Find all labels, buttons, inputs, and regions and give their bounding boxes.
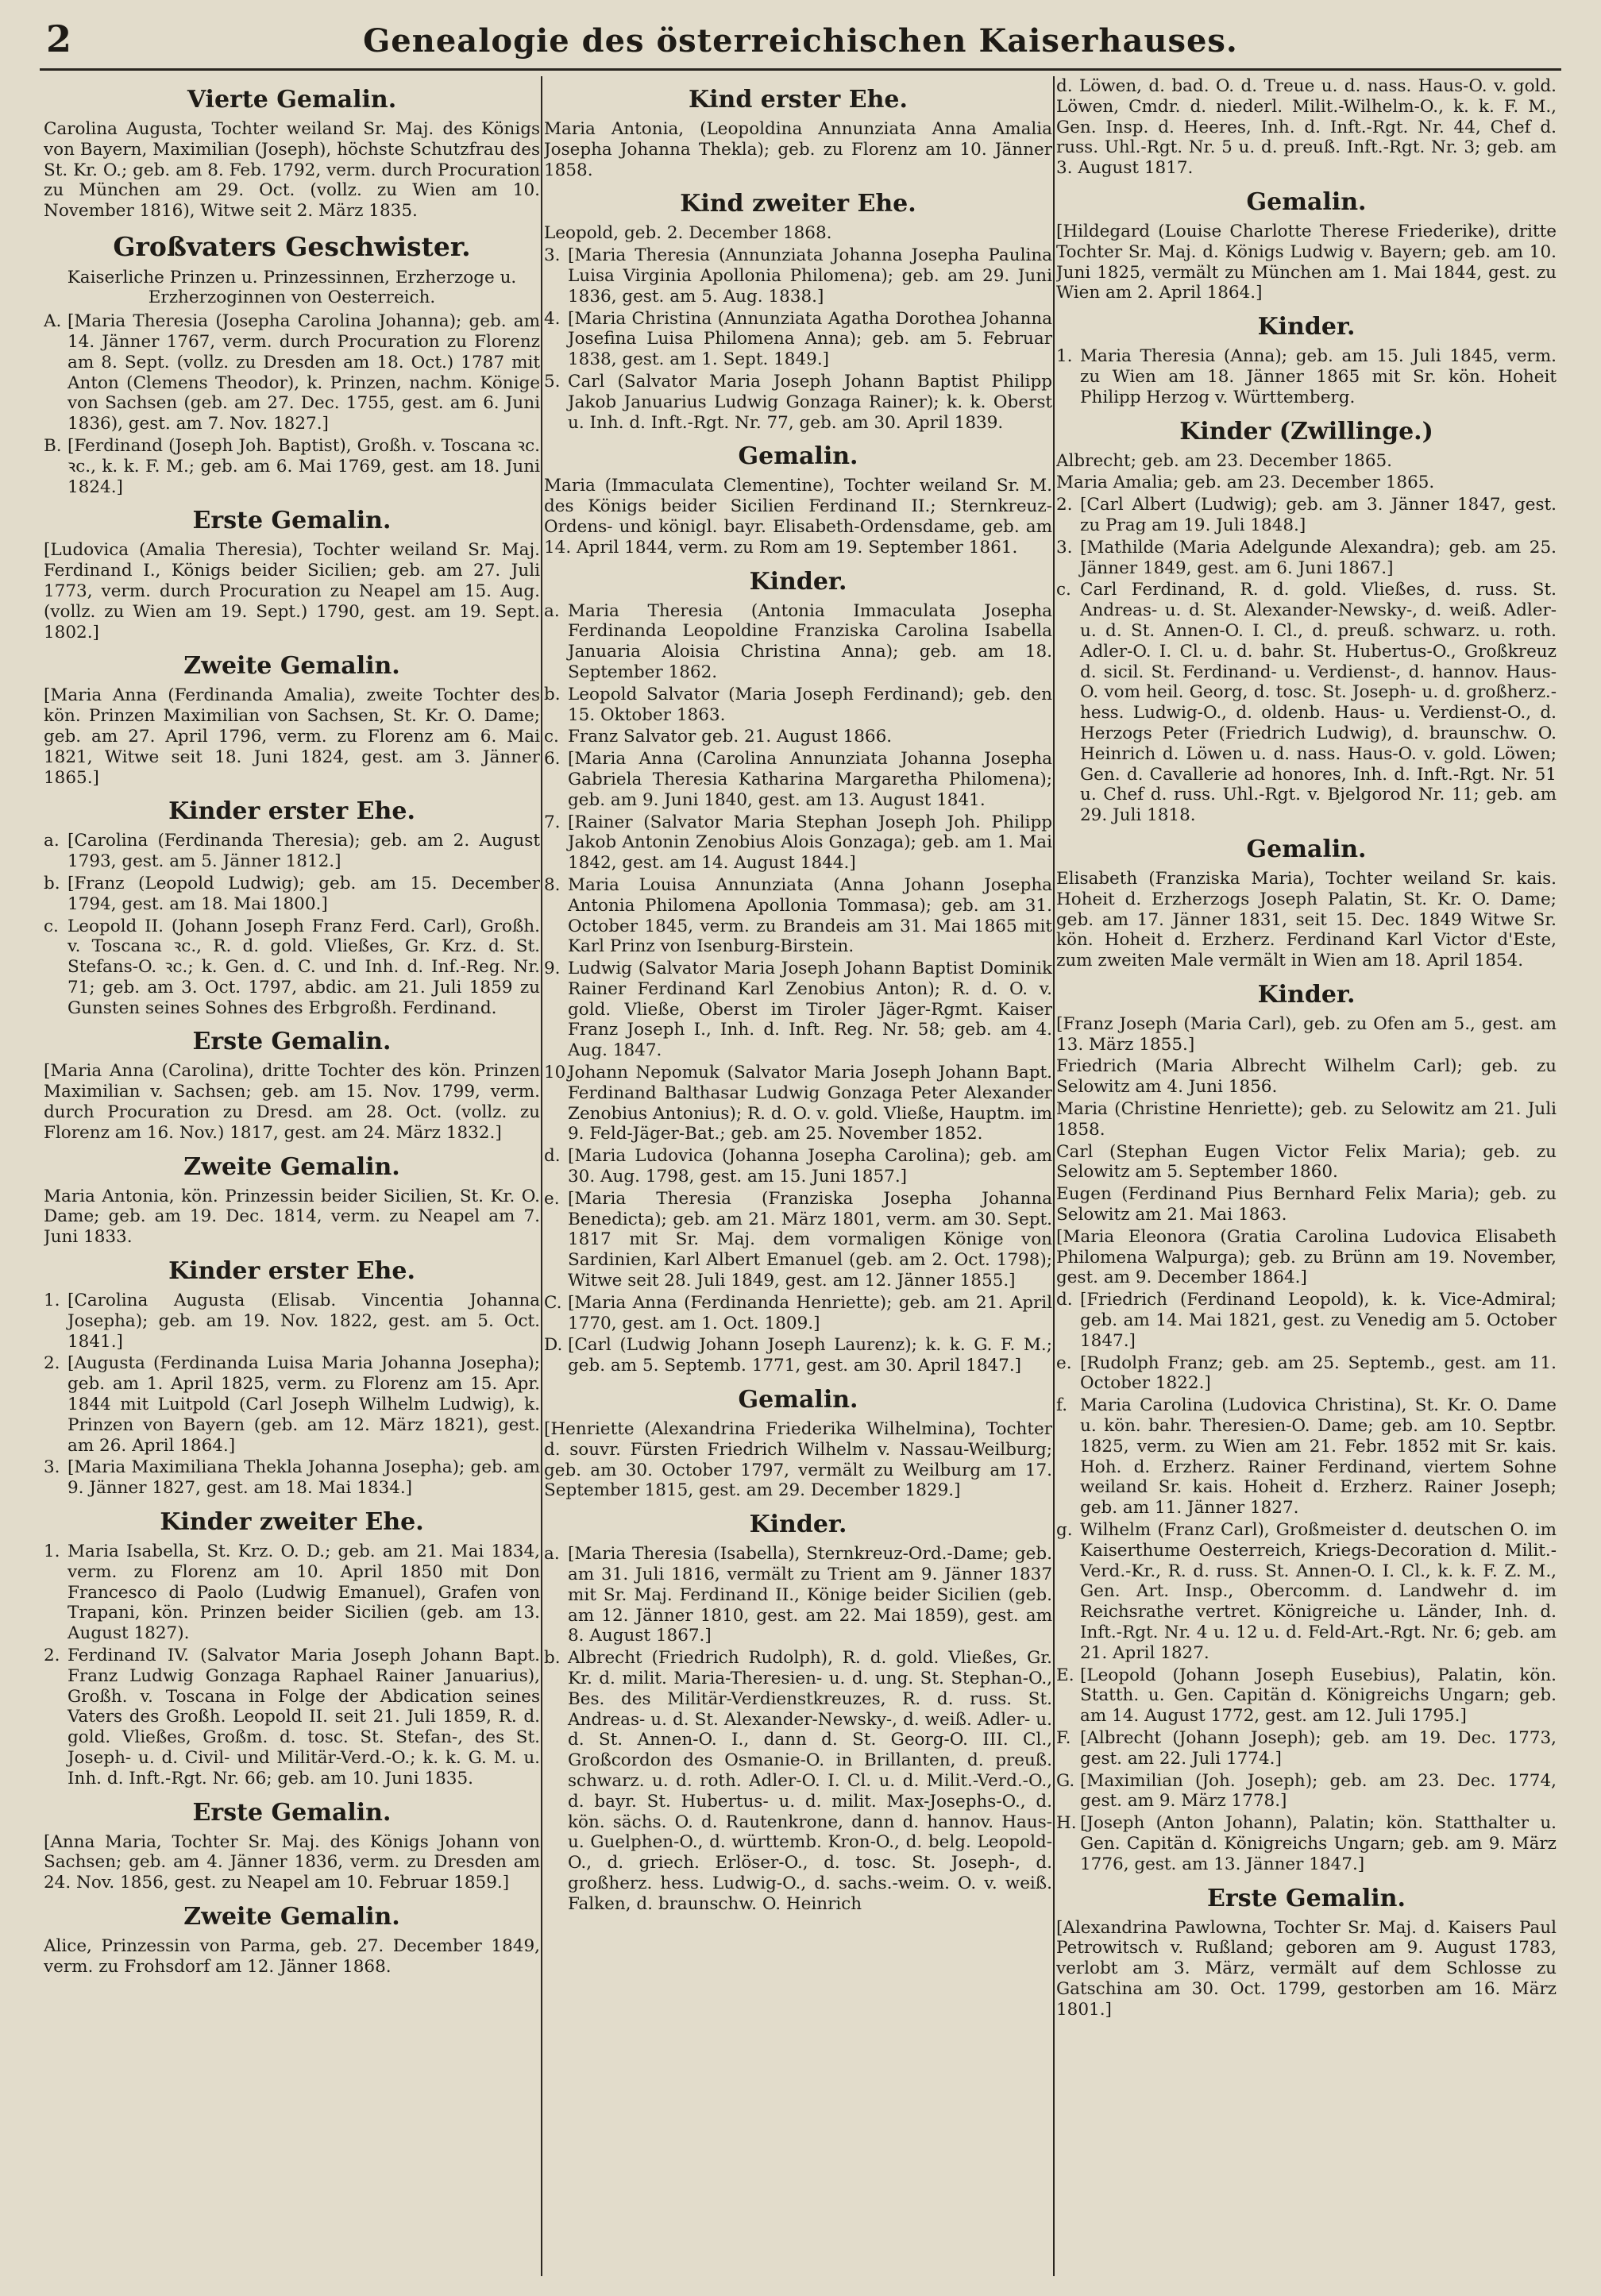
section-heading: Kinder. bbox=[749, 567, 847, 596]
genealogy-entry bbox=[1056, 1520, 1557, 1664]
section-heading: Kinder (Zwillinge.) bbox=[1179, 417, 1433, 446]
entry-label: A. bbox=[44, 311, 62, 332]
entry-text: [Mathilde (Maria Adelgunde Alexandra); geb. am 25. Jänner 1849, gest. am 6. Juni 1867.] bbox=[1080, 537, 1557, 578]
genealogy-entry bbox=[544, 959, 1052, 1061]
genealogy-entry bbox=[544, 812, 1052, 874]
genealogy-entry bbox=[44, 1291, 540, 1352]
column-left bbox=[44, 76, 540, 2280]
column-divider-2 bbox=[1053, 76, 1055, 2276]
entry-text: [Maria Maximiliana Thekla Johanna Josepha); geb. am 9. Jänner 1827, gest. am 18. Mai 1834.] bbox=[68, 1457, 540, 1499]
entry-label: F. bbox=[1056, 1727, 1071, 1748]
entry-text: [Carolina Augusta (Elisab. Vincentia Johanna Josepha); geb. am 19. Nov. 1822, gest. am 5. Oct. 1841.] bbox=[68, 1291, 540, 1352]
section-heading: Gemalin. bbox=[738, 442, 858, 471]
section-heading: Kinder erster Ehe. bbox=[168, 1257, 415, 1286]
entry-label: G. bbox=[1056, 1770, 1075, 1791]
entry-text: [Maximilian (Joh. Joseph); geb. am 23. Dec. 1774, gest. am 9. März 1778.] bbox=[1080, 1770, 1557, 1812]
genealogy-entry bbox=[44, 1646, 540, 1789]
entry-text: [Maria Theresia (Isabella), Sternkreuz-Ord.-Dame; geb. am 31. Juli 1816, vermält zu Trient am 9. Jänner 1837 mit Sr. Maj. Ferdinand II., Könige beider Sicilien (geb. am 12. Jänner 1810, gest. am 22. Mai 1859), gest. am 8. August 1867.] bbox=[568, 1544, 1052, 1646]
entry-label: 3. bbox=[544, 245, 561, 266]
paragraph: Eugen (Ferdinand Pius Bernhard Felix Maria); geb. zu Selowitz am 21. Mai 1863. bbox=[1056, 1184, 1557, 1225]
entry-label: 8. bbox=[544, 874, 561, 895]
genealogy-entry bbox=[1056, 1395, 1557, 1518]
entry-text: [Maria Anna (Ferdinanda Henriette); geb. am 21. April 1770, gest. am 1. Oct. 1809.] bbox=[568, 1292, 1052, 1333]
entry-label: d. bbox=[1056, 1290, 1073, 1310]
entry-label: 6. bbox=[544, 749, 561, 770]
entry-label: c. bbox=[544, 727, 559, 747]
entry-label: E. bbox=[1056, 1665, 1074, 1685]
entry-label: 9. bbox=[544, 959, 561, 979]
genealogy-entry bbox=[1056, 495, 1557, 536]
genealogy-entry bbox=[44, 1542, 540, 1644]
entry-text: Maria Isabella, St. Krz. O. D.; geb. am 21. Mai 1834, verm. zu Florenz am 10. April 1850 mit Don Francesco di Paolo (Ludwig Emanuel), Grafen von Trapani, kön. Prinzen beider Sicilien (geb. am 13. August 1827). bbox=[68, 1542, 540, 1644]
entry-text: [Augusta (Ferdinanda Luisa Maria Johanna Josepha); geb. am 1. April 1825, verm. zu Florenz am 15. Apr. 1844 mit Luitpold (Carl Joseph Wilhelm Ludwig), k. Prinzen von Bayern (geb. am 12. März 1821), gest. am 26. April 1864.] bbox=[68, 1353, 540, 1456]
entry-text: [Friedrich (Ferdinand Leopold), k. k. Vice-Admiral; geb. am 14. Mai 1821, gest. zu Venedig am 5. October 1847.] bbox=[1080, 1290, 1557, 1351]
entry-text: [Maria Ludovica (Johanna Josepha Carolina); geb. am 30. Aug. 1798, gest. am 15. Juni 1857.] bbox=[568, 1146, 1052, 1187]
entry-label: 1. bbox=[1056, 346, 1073, 367]
genealogy-entry bbox=[44, 1353, 540, 1456]
entry-text: Maria Louisa Annunziata (Anna Johann Josepha Antonia Philomena Apollonia Tommasa); geb. am 31. October 1845, verm. zu Brandeis am 31. Mai 1865 mit Karl Prinz von Isenburg-Birstein. bbox=[568, 874, 1052, 957]
entry-label: 3. bbox=[44, 1457, 60, 1478]
entry-text: [Maria Christina (Annunziata Agatha Dorothea Johanna Josefina Luisa Philomena Anna); geb. am 5. Februar 1838, gest. am 1. Sept. 1849.] bbox=[568, 308, 1052, 370]
paragraph: [Maria Anna (Ferdinanda Amalia), zweite Tochter des kön. Prinzen Maximilian von Sachsen, St. Kr. O. Dame; geb. am 27. April 1796, verm. zu Florenz am 6. Mai 1821, Witwe seit 18. Juni 1824, gest. am 3. Jänner 1865.] bbox=[44, 685, 540, 788]
entry-label: c. bbox=[44, 916, 59, 936]
page-title: Genealogie des österreichischen Kaiserhauses. bbox=[363, 22, 1238, 60]
section-heading: Kinder. bbox=[1257, 980, 1356, 1009]
subtitle: Kaiserliche Prinzen u. Prinzessinnen, Erzherzoge u. Erzherzoginnen von Oesterreich. bbox=[67, 267, 517, 308]
paragraph: Alice, Prinzessin von Parma, geb. 27. December 1849, verm. zu Frohsdorf am 12. Jänner 1868. bbox=[44, 1935, 540, 1977]
section-heading: Erste Gemalin. bbox=[192, 1028, 392, 1056]
header-rule bbox=[40, 68, 1561, 71]
entry-text: Ludwig (Salvator Maria Joseph Johann Baptist Dominik Rainer Ferdinand Karl Zenobius Anton); R. d. O. v. gold. Vließe, Oberst im Tiroler Jäger-Rgmt. Kaiser Franz Joseph I., Inh. d. Inft. Reg. Nr. 58; geb. am 4. Aug. 1847. bbox=[568, 959, 1052, 1061]
entry-label: 1. bbox=[44, 1542, 60, 1562]
genealogy-entry bbox=[544, 727, 1052, 747]
section-heading: Kinder. bbox=[749, 1511, 847, 1539]
entry-label: 2. bbox=[44, 1646, 60, 1666]
genealogy-entry bbox=[44, 874, 540, 915]
paragraph: Maria (Immaculata Clementine), Tochter weiland Sr. M. des Königs beider Sicilien Ferdinand II.; Sternkreuz-Ordens- und königl. bayr. Elisabeth-Ordensdame, geb. am 14. April 1844, verm. zu Rom am 19. September 1861. bbox=[544, 476, 1052, 558]
section-heading: Zweite Gemalin. bbox=[183, 652, 400, 681]
genealogy-entry bbox=[44, 311, 540, 434]
paragraph: [Maria Eleonora (Gratia Carolina Ludovica Elisabeth Philomena Walpurga); geb. zu Brünn am 19. November, gest. am 9. December 1864.] bbox=[1056, 1226, 1557, 1288]
entry-text: Carl Ferdinand, R. d. gold. Vließes, d. russ. St. Andreas- u. d. St. Alexander-Newsky-, d. weiß. Adler- u. d. St. Annen-O. I. Cl., d. preuß. schwarz. u. roth. Adler-O. I. Cl. u. d. bahr. St. Hubertus-O., Großkreuz d. sicil. St. Ferdinand- u. Verdienst-, d. hannov. Haus-O. vom heil. Georg, d. tosc. St. Joseph- u. d. großherz.-hess. Ludwig-O., d. oldenb. Haus- u. Verdienst-O., d. Herzogs Peter (Friedrich Ludwig), d. braunschw. O. Heinrich d. Löwen u. d. nass. Haus-O. v. gold. Löwen; Gen. d. Cavallerie ad honores, Inh. d. Inft.-Rgt. Nr. 51 u. Chef d. russ. Uhl.-Rgt. v. Bjelgorod Nr. 11; geb. am 29. Juli 1818. bbox=[1080, 580, 1557, 826]
entry-label: c. bbox=[1056, 580, 1071, 600]
entry-label: e. bbox=[1056, 1353, 1072, 1373]
entry-label: a. bbox=[544, 1544, 560, 1565]
genealogy-entry bbox=[44, 1457, 540, 1499]
entry-text: Maria Theresia (Anna); geb. am 15. Juli 1845, verm. zu Wien am 18. Jänner 1865 mit Sr. kön. Hoheit Philipp Herzog v. Württemberg. bbox=[1080, 346, 1557, 407]
entry-label: C. bbox=[544, 1292, 562, 1313]
entry-text: Maria Theresia (Antonia Immaculata Josepha Ferdinanda Leopoldine Franziska Carolina Isabella Januaria Aloisia Christina Anna); geb. am 18. September 1862. bbox=[568, 600, 1052, 682]
section-heading: Vierte Gemalin. bbox=[187, 86, 397, 114]
genealogy-entry bbox=[44, 916, 540, 1019]
entry-text: Leopold Salvator (Maria Joseph Ferdinand); geb. den 15. Oktober 1863. bbox=[568, 684, 1052, 725]
entry-text: [Maria Anna (Carolina Annunziata Johanna Josepha Gabriela Theresia Katharina Margaretha Philomena); geb. am 9. Juni 1840, gest. am 13. August 1841. bbox=[568, 749, 1052, 810]
paragraph: d. Löwen, d. bad. O. d. Treue u. d. nass. Haus-O. v. gold. Löwen, Cmdr. d. niederl. Milit.-Wilhelm-O., k. k. F. M., Gen. Insp. d. Heeres, Inh. d. Inft.-Rgt. Nr. 44, Chef d. russ. Uhl.-Rgt. Nr. 5 u. d. preuß. Inft.-Rgt. Nr. 3; geb. am 3. August 1817. bbox=[1056, 76, 1557, 179]
genealogy-entry bbox=[544, 685, 1052, 726]
entry-text: [Ferdinand (Joseph Joh. Baptist), Großh. v. Toscana ꝛc. ꝛc., k. k. F. M.; geb. am 6. Mai 1769, gest. am 18. Juni 1824.] bbox=[68, 435, 540, 497]
entry-label: d. bbox=[544, 1146, 561, 1167]
entry-text: Maria Carolina (Ludovica Christina), St. Kr. O. Dame u. kön. bahr. Theresien-O. Dame; geb. am 10. Septbr. 1825, verm. zu Wien am 21. Febr. 1852 mit Sr. kais. Hoh. d. Erzherz. Rainer Ferdinand, viertem Sohne weiland Sr. kais. Hoheit d. Erzherz. Rainer Joseph; geb. am 11. Jänner 1827. bbox=[1080, 1395, 1557, 1518]
genealogy-entry bbox=[544, 309, 1052, 370]
entry-text: [Joseph (Anton Johann), Palatin; kön. Statthalter u. Gen. Capitän d. Königreichs Ungarn; geb. am 9. März 1776, gest. am 13. Jänner 1847.] bbox=[1080, 1813, 1557, 1874]
genealogy-entry bbox=[544, 749, 1052, 810]
entry-text: [Leopold (Johann Joseph Eusebius), Palatin, kön. Statth. u. Gen. Capitän d. Königreichs Ungarn; geb. am 14. August 1772, gest. am 12. Juli 1795.] bbox=[1080, 1665, 1557, 1727]
entry-label: b. bbox=[44, 873, 60, 893]
entry-label: g. bbox=[1056, 1520, 1073, 1541]
entry-text: Leopold II. (Johann Joseph Franz Ferd. Carl), Großh. v. Toscana ꝛc., R. d. gold. Vließes, Gr. Krz. d. St. Stefans-O. ꝛc.; k. Gen. d. C. und Inh. d. Inf.-Reg. Nr. 71; geb. am 3. Oct. 1797, abdic. am 21. Juli 1859 zu Gunsten seines Sohnes des Erbgroßh. Ferdinand. bbox=[68, 916, 540, 1018]
genealogy-entry bbox=[544, 875, 1052, 957]
paragraph: [Franz Joseph (Maria Carl), geb. zu Ofen am 5., gest. am 13. März 1855.] bbox=[1056, 1013, 1557, 1055]
section-heading: Kinder zweiter Ehe. bbox=[160, 1508, 424, 1537]
genealogy-entry bbox=[1056, 538, 1557, 579]
section-heading: Zweite Gemalin. bbox=[183, 1152, 400, 1181]
genealogy-entry bbox=[1056, 1290, 1557, 1351]
section-heading: Gemalin. bbox=[1246, 187, 1367, 216]
paragraph: [Ludovica (Amalia Theresia), Tochter weiland Sr. Maj. Ferdinand I., Königs beider Sicilien; geb. am 27. Juli 1773, verm. durch Procuration zu Neapel am 15. Aug. (vollz. zu Wien am 19. Sept.) 1790, gest. am 19. Sept. 1802.] bbox=[44, 540, 540, 642]
entry-label: 10. bbox=[544, 1063, 572, 1083]
section-heading: Kinder. bbox=[1257, 313, 1356, 342]
paragraph: Elisabeth (Franziska Maria), Tochter weiland Sr. kais. Hoheit d. Erzherzogs Joseph Palatin, St. Kr. O. Dame; geb. am 17. Jänner 1831, seit 15. Dec. 1849 Witwe Sr. kön. Hoheit d. Erzherz. Ferdinand Karl Victor d'Este, zum zweiten Male vermält in Wien am 18. April 1854. bbox=[1056, 868, 1557, 971]
paragraph: Maria (Christine Henriette); geb. zu Selowitz am 21. Juli 1858. bbox=[1056, 1099, 1557, 1140]
genealogy-entry bbox=[544, 1146, 1052, 1187]
genealogy-entry bbox=[544, 1293, 1052, 1334]
paragraph: Friedrich (Maria Albrecht Wilhelm Carl); geb. zu Selowitz am 4. Juni 1856. bbox=[1056, 1056, 1557, 1098]
paragraph: Maria Antonia, kön. Prinzessin beider Sicilien, St. Kr. O. Dame; geb. am 19. Dec. 1814, verm. zu Neapel am 7. Juni 1833. bbox=[44, 1186, 540, 1248]
entry-label: 5. bbox=[544, 371, 561, 392]
entry-label: 1. bbox=[44, 1291, 60, 1311]
genealogy-entry bbox=[1056, 1813, 1557, 1874]
entry-text: [Albrecht (Johann Joseph); geb. am 19. Dec. 1773, gest. am 22. Juli 1774.] bbox=[1080, 1727, 1557, 1769]
entry-text: [Maria Theresia (Franziska Josepha Johanna Benedicta); geb. am 21. März 1801, verm. am 30. Sept. 1817 mit Sr. Maj. dem vormaligen Könige von Sardinien, Karl Albert Emanuel (geb. am 2. Oct. 1798); Witwe seit 28. Juli 1849, gest. am 12. Jänner 1855.] bbox=[568, 1188, 1052, 1291]
section-heading: Erste Gemalin. bbox=[192, 507, 392, 535]
entry-label: a. bbox=[44, 831, 60, 851]
entry-text: [Maria Theresia (Josepha Carolina Johanna); geb. am 14. Jänner 1767, verm. durch Procuration zu Florenz am 8. Sept. (vollz. zu Dresden am 18. Oct.) 1787 mit Anton (Clemens Theodor), k. Prinzen, nachm. Könige von Sachsen (geb. am 27. Dec. 1755, gest. am 6. Juni 1836), gest. am 7. Nov. 1827.] bbox=[68, 311, 540, 434]
genealogy-entry bbox=[1056, 1353, 1557, 1395]
entry-text: [Carl Albert (Ludwig); geb. am 3. Jänner 1847, gest. zu Prag am 19. Juli 1848.] bbox=[1080, 495, 1557, 535]
entry-label: 2. bbox=[1056, 495, 1073, 515]
genealogy-entry bbox=[1056, 1665, 1557, 1727]
paragraph: [Maria Anna (Carolina), dritte Tochter des kön. Prinzen Maximilian v. Sachsen; geb. am 15. Nov. 1799, verm. durch Procuration zu Dresd. am 28. Oct. (vollz. zu Florenz am 16. Nov.) 1817, gest. am 24. März 1832.] bbox=[44, 1061, 540, 1143]
genealogy-entry bbox=[544, 1063, 1052, 1144]
column-right bbox=[1056, 76, 1557, 2280]
entry-text: Ferdinand IV. (Salvator Maria Joseph Johann Bapt. Franz Ludwig Gonzaga Raphael Rainer Januarius), Großh. v. Toscana in Folge der Abdication seines Vaters des Großh. Leopold II. seit 21. Juli 1859, R. d. gold. Vließes, Großm. d. tosc. St. Stefan-, des St. Joseph- u. d. Civil- und Militär-Verd.-O.; k. k. G. M. u. Inh. d. Inft.-Rgt. Nr. 66; geb. am 10. Juni 1835. bbox=[68, 1646, 540, 1789]
entry-label: 2. bbox=[44, 1353, 60, 1374]
section-heading: Gemalin. bbox=[738, 1386, 858, 1414]
entry-text: Carl (Salvator Maria Joseph Johann Baptist Philipp Jakob Januarius Ludwig Gonzaga Rainer); k. k. Oberst u. Inh. d. Inft.-Rgt. Nr. 77, geb. am 30. April 1839. bbox=[568, 371, 1052, 433]
paragraph: [Alexandrina Pawlowna, Tochter Sr. Maj. d. Kaisers Paul Petrowitsch v. Rußland; geboren am 9. August 1783, verlobt am 3. März, vermält auf dem Schlosse zu Gatschina am 30. Oct. 1799, gestorben am 16. März 1801.] bbox=[1056, 1917, 1557, 2020]
section-heading: Kinder erster Ehe. bbox=[168, 797, 415, 826]
section-heading: Kind erster Ehe. bbox=[689, 86, 908, 114]
entry-text: [Carl (Ludwig Johann Joseph Laurenz); k. k. G. F. M.; geb. am 5. Septemb. 1771, gest. am 30. April 1847.] bbox=[568, 1335, 1052, 1376]
genealogy-entry bbox=[44, 436, 540, 497]
entry-text: [Maria Theresia (Annunziata Johanna Josepha Paulina Luisa Virginia Apollonia Philomena); geb. am 29. Juni 1836, gest. am 5. Aug. 1838.] bbox=[568, 245, 1052, 307]
section-heading: Kind zweiter Ehe. bbox=[680, 190, 916, 218]
entry-label: b. bbox=[544, 1648, 561, 1669]
genealogy-entry bbox=[544, 1335, 1052, 1376]
entry-text: [Carolina (Ferdinanda Theresia); geb. am 2. August 1793, gest. am 5. Jänner 1812.] bbox=[68, 831, 540, 872]
entry-label: 7. bbox=[544, 812, 561, 832]
paragraph: Leopold, geb. 2. December 1868. bbox=[544, 223, 832, 244]
entry-label: B. bbox=[44, 435, 62, 456]
entry-text: Wilhelm (Franz Carl), Großmeister d. deutschen O. im Kaiserthume Oesterreich, Kriegs-Decoration d. Milit.-Verd.-Kr., R. d. russ. St. Annen-O. I. Cl., k. k. F. Z. M., Gen. Art. Insp., Obercomm. d. Landwehr d. im Reichsrathe vertret. Königreiche u. Länder, Inh. d. Inft.-Rgt. Nr. 4 u. 12 u. d. Feld-Art.-Rgt. Nr. 6; geb. am 21. April 1827. bbox=[1080, 1520, 1557, 1663]
genealogy-entry bbox=[544, 245, 1052, 307]
entry-label: H. bbox=[1056, 1813, 1077, 1834]
section-heading: Gemalin. bbox=[1246, 835, 1367, 863]
entry-label: b. bbox=[544, 684, 561, 704]
section-heading: Zweite Gemalin. bbox=[183, 1902, 400, 1931]
genealogy-entry bbox=[544, 1189, 1052, 1291]
paragraph: [Anna Maria, Tochter Sr. Maj. des Königs Johann von Sachsen; geb. am 4. Jänner 1836, verm. zu Dresden am 24. Nov. 1856, gest. zu Neapel am 10. Februar 1859.] bbox=[44, 1831, 540, 1893]
entry-text: [Rudolph Franz; geb. am 25. Septemb., gest. am 11. October 1822.] bbox=[1080, 1353, 1557, 1394]
entry-label: f. bbox=[1056, 1395, 1068, 1416]
genealogy-entry bbox=[1056, 346, 1557, 407]
entry-label: 3. bbox=[1056, 537, 1073, 558]
entry-label: e. bbox=[544, 1188, 560, 1209]
page-number: 2 bbox=[46, 17, 72, 60]
paragraph: [Hildegard (Louise Charlotte Therese Friederike), dritte Tochter Sr. Maj. d. Königs Ludwig v. Bayern; geb. am 10. Juni 1825, vermält zu München am 1. Mai 1844, gest. zu Wien am 2. April 1864.] bbox=[1056, 221, 1557, 303]
entry-text: Johann Nepomuk (Salvator Maria Joseph Johann Bapt. Ferdinand Balthasar Ludwig Gonzaga Peter Alexander Zenobius Antonius); R. d. O. v. gold. Vließe, Hauptm. im 9. Feld-Jäger-Bat.; geb. am 25. November 1852. bbox=[568, 1063, 1052, 1144]
paragraph: Carolina Augusta, Tochter weiland Sr. Maj. des Königs von Bayern, Maximilian (Joseph), höchste Schutzfrau des St. Kr. O.; geb. am 8. Feb. 1792, verm. durch Procuration zu München am 29. Oct. (vollz. zu Wien am 10. November 1816), Witwe seit 2. März 1835. bbox=[44, 119, 540, 222]
genealogy-entry bbox=[1056, 580, 1557, 826]
genealogy-entry bbox=[544, 1544, 1052, 1646]
genealogy-entry bbox=[1056, 1771, 1557, 1812]
section-heading: Erste Gemalin. bbox=[1207, 1884, 1406, 1912]
genealogy-entry bbox=[1056, 1728, 1557, 1769]
entry-text: [Rainer (Salvator Maria Stephan Joseph Joh. Philipp Jakob Antonin Zenobius Alois Gonzaga); geb. am 1. Mai 1842, gest. am 14. August 1844.] bbox=[568, 812, 1052, 874]
section-heading: Erste Gemalin. bbox=[192, 1798, 392, 1827]
section-heading: Großvaters Geschwister. bbox=[113, 230, 471, 262]
entry-label: D. bbox=[544, 1335, 563, 1356]
genealogy-entry bbox=[544, 601, 1052, 683]
paragraph: Carl (Stephan Eugen Victor Felix Maria); geb. zu Selowitz am 5. September 1860. bbox=[1056, 1141, 1557, 1183]
entry-label: a. bbox=[544, 600, 560, 621]
paragraph: Maria Antonia, (Leopoldina Annunziata Anna Amalia Josepha Johanna Thekla); geb. zu Florenz am 10. Jänner 1858. bbox=[544, 119, 1052, 180]
entry-text: [Franz (Leopold Ludwig); geb. am 15. December 1794, gest. am 18. Mai 1800.] bbox=[68, 873, 540, 914]
entry-label: 4. bbox=[544, 308, 561, 329]
genealogy-entry bbox=[544, 1648, 1052, 1914]
column-middle bbox=[544, 76, 1052, 2280]
paragraph: Albrecht; geb. am 23. December 1865. bbox=[1056, 450, 1393, 471]
genealogy-entry bbox=[44, 831, 540, 872]
genealogy-entry bbox=[544, 372, 1052, 433]
column-divider-1 bbox=[541, 76, 542, 2276]
entry-text: Franz Salvator geb. 21. August 1866. bbox=[568, 727, 893, 747]
paragraph: Maria Amalia; geb. am 23. December 1865. bbox=[1056, 473, 1435, 493]
entry-text: Albrecht (Friedrich Rudolph), R. d. gold. Vließes, Gr. Kr. d. milit. Maria-Theresien- u. d. ung. St. Stephan-O., Bes. des Militär-Verdienstkreuzes, R. d. russ. St. Andreas- u. d. St. Alexander-Newsky-, d. weiß. Adler- u. d. St. Annen-O. I., dann d. St. Georg-O. III. Cl., Großcordon des Osmanie-O. in Brillanten, d. preuß. schwarz. u. d. roth. Adler-O. I. Cl. u. d. Milit.-Verd.-O., d. bayr. St. Hubertus- u. d. milit. Max-Josephs-O., d. kön. sächs. O. d. Rautenkrone, dann d. hannov. Haus- u. Guelphen-O., d. württemb. Kron-O., d. belg. Leopold-O., d. griech. Erlöser-O., d. tosc. St. Joseph-, d. großherz. hess. Ludwig-O., d. sachs.-weim. O. v. weiß. Falken, d. braunschw. O. Heinrich bbox=[568, 1648, 1052, 1914]
paragraph: [Henriette (Alexandrina Friederika Wilhelmina), Tochter d. souvr. Fürsten Friedrich Wilhelm v. Nassau-Weilburg; geb. am 30. October 1797, vermält zu Weilburg am 17. September 1815, gest. am 29. December 1829.] bbox=[544, 1419, 1052, 1501]
